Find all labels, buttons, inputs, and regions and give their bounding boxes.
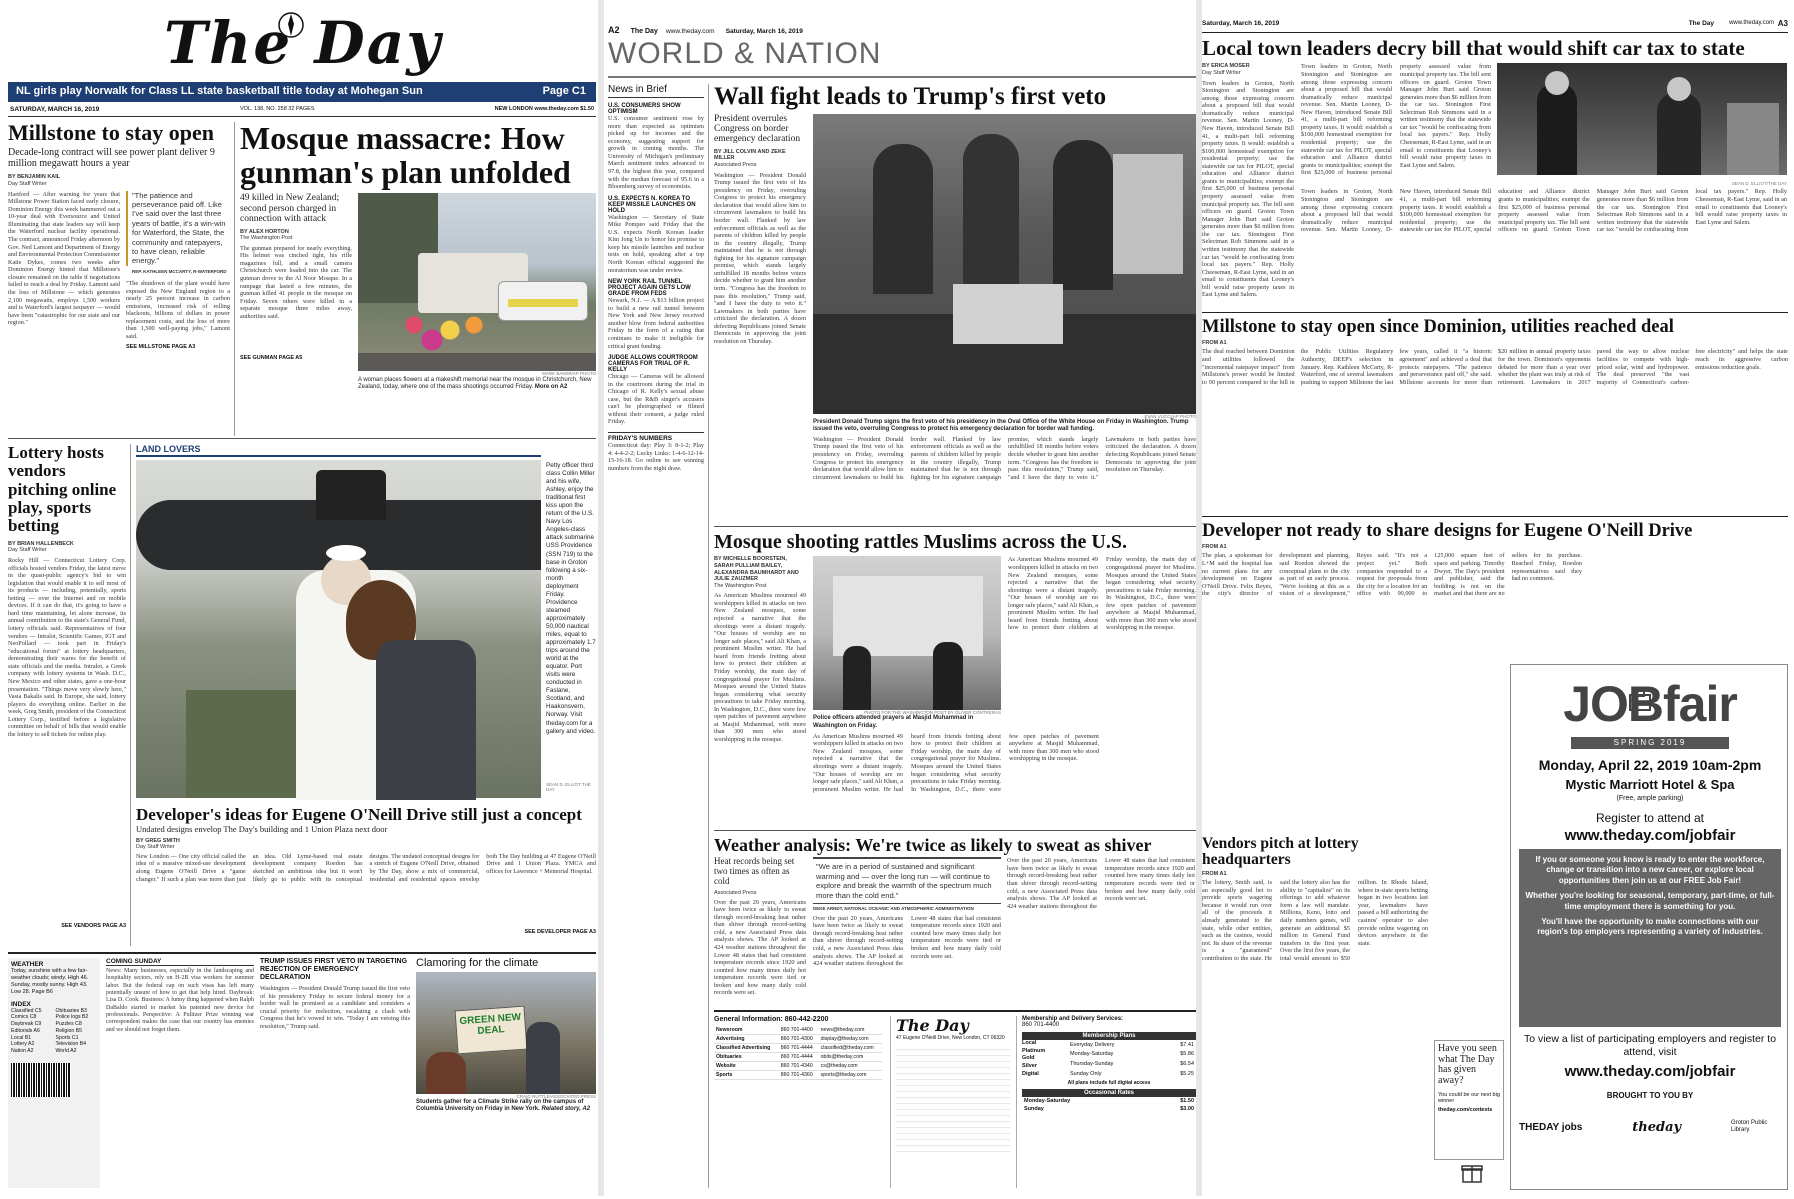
news-in-brief-label: News in Brief <box>608 84 704 98</box>
wall-byline-role: Associated Press <box>714 162 757 168</box>
weather-label: WEATHER <box>11 961 44 968</box>
friday-numbers-text: Connecticut day: Play 3: 8-1-2; Play 4: 4-4-2-2; Lucky Links: 1-4-6-12-14-15-16-18. Go online to see winning numbers from the night draw. <box>608 442 704 472</box>
jobfair-pitch-box <box>1519 849 1781 1027</box>
jobfair-briefcase-icon <box>1627 687 1653 713</box>
jobfair-date: Monday, April 22, 2019 10am-2pm <box>1538 757 1762 773</box>
mosque-shooting-body-continued: As American Muslims mourned 49 worshippers killed in attacks on two New Zealand mosques, some rejected a narrative that the shootings were a distant tragedy. "Our houses of worship are no longer safe places," said Ali Khan, a prominent Muslim writer. He had heard from friends fretting about how to protect their children at Friday worship, the main day of congregational prayer for Muslims. Mosques around the United States began considering what security precautions to take Friday morning. In Washington, D.C., there were few open patches of pavement anywhere at Masjid Muhammad, with more than 300 men who stood worshipping in the mosque. <box>813 732 1099 793</box>
trump-veto-brief[interactable] <box>260 958 410 1188</box>
brief-body: Newark, N.J. — A $13 billion project to build a new rail tunnel between New York and New Jersey received another blow from federal authorities Friday in the form of a rating that continues to make it ineligible for critical grant funding. <box>608 297 704 350</box>
front-page <box>8 0 596 1196</box>
land-lovers-feature[interactable] <box>136 444 596 802</box>
column-rule <box>708 84 709 1188</box>
millstone-jump-story[interactable] <box>1202 318 1788 514</box>
page2-folio-url: www.theday.com <box>665 28 715 35</box>
millstone-jump-from: FROM A1 <box>1202 339 1227 346</box>
jobfair-parking: (Free, ample parking) <box>1616 795 1684 802</box>
contests-promo[interactable] <box>1434 1040 1504 1160</box>
masjid-police-photo[interactable] <box>813 556 1001 710</box>
membership-phone: 860 701-4400 <box>1022 1022 1060 1028</box>
page3-folio-paper: The Day <box>1688 20 1714 27</box>
contact-cell: Sports <box>714 1071 779 1080</box>
page3-folio-number: A3 <box>1777 19 1788 28</box>
jobfair-register-url[interactable]: www.theday.com/jobfair <box>1564 827 1736 844</box>
membership-plans-header <box>1022 1032 1196 1040</box>
mosque-shooting-byline-role: The Washington Post <box>714 582 767 589</box>
index-item: Local B1 <box>11 1034 32 1041</box>
wall-byline: BY JILL COLVIN AND ZEKE MILLER <box>714 148 786 162</box>
brief-headline: U.S. CONSUMERS SHOW OPTIMISM <box>608 103 681 115</box>
rate-row <box>1068 1069 1196 1079</box>
section-rule <box>714 1010 1196 1012</box>
contact-row <box>714 1026 882 1035</box>
rate-cell: Everyday Delivery <box>1070 1041 1115 1048</box>
page3-folio-date: Saturday, March 16, 2019 <box>1202 20 1280 27</box>
mosque-memorial-photo[interactable] <box>358 193 596 371</box>
index-item: Nation A2 <box>11 1048 34 1054</box>
trump-veto-body: Washington — President Donald Trump issued the first veto of his presidency Friday to secure federal money for a border wall he promised as a candidate and considers a crucial priority for reelection, escalating a clash with Congress that he's vowed to win. "Today I am vetoing this resolution," Trump said. <box>260 985 410 1030</box>
info-box <box>714 1016 1196 1188</box>
millstone-jump[interactable]: SEE MILLSTONE PAGE A3 <box>126 343 196 350</box>
jobfair-venue: Mystic Marriott Hotel & Spa <box>1565 777 1735 792</box>
index-item: Classified C5 <box>11 1007 42 1014</box>
mosque-shooting-body: As American Muslims mourned 49 worshippers killed in attacks on two New Zealand mosques, some rejected a narrative that the shootings were a distant tragedy. "Our houses of worship are no longer safe places," said Ali Khan, a prominent Muslim writer. He had heard from friends fretting about how to protect their children at Friday worship, the main day of congregational prayer for Muslims. Mosques around the United States began considering what security precautions to take Friday morning. In Washington, D.C., there were few open patches of pavement anywhere at Masjid Muhammad, with more than 300 men who stood worshipping in the mosque. <box>714 592 806 744</box>
info-paper-name: The Day <box>896 1016 969 1035</box>
brief-item[interactable] <box>608 279 704 350</box>
mosque-byline-role: The Washington Post <box>240 235 293 242</box>
plan-level: Silver <box>1022 1063 1037 1070</box>
teaser-text: NL girls play Norwalk for Class LL state basketball title today at Mohegan Sun <box>16 85 423 97</box>
occasional-row <box>1022 1105 1196 1113</box>
index-item: Puzzles C8 <box>55 1021 82 1027</box>
section-title-rule <box>608 76 1196 78</box>
weather-analysis-body-right: Over the past 20 years, Americans have been twice as likely to sweat through record-breaking heat rather than shiver through record-setting cold, a new Associated Press data analysis shows. The AP looked at 424 weather stations throughout the Lower 48 states that had consistent temperature records since 1920 and counted how many times daily hot temperature records were tied or broken and how many daily cold records were set. <box>1007 857 1195 910</box>
brief-headline: NEW YORK RAIL TUNNEL PROJECT AGAIN GETS LOW GRADE FROM FEDS <box>608 279 691 298</box>
index-item: World A2 <box>55 1048 77 1054</box>
section-title: WORLD & NATION <box>608 37 882 70</box>
rate-cell: Thursday-Sunday <box>1070 1061 1114 1068</box>
mosque-shooting-byline: BY MICHELLE BOORSTEIN, SARAH PULLIAM BAILEY, ALEXANDRA BAUMHARDT AND JULIE ZAUZMER <box>714 556 799 583</box>
oval-office-photo[interactable] <box>813 114 1196 414</box>
oneill-deck: Undated designs envelop The Day's building and 1 Union Plaza next door <box>136 824 388 835</box>
occasional-table <box>1022 1097 1196 1113</box>
mosque-shooting-headline: Mosque shooting rattles Muslims across the U.S. <box>714 531 1127 553</box>
rate-row <box>1068 1050 1196 1060</box>
land-lovers-caption: Petty officer third class Collin Miller and his wife, Ashley, enjoy the traditional first kiss upon the return of the U.S. Navy Los Angeles-class attack submarine USS Providence (SSN 719) to the base in Groton following a six-month deployment Friday. Providence steamed approximately 50,000 nautical miles, equal to approximately 1.7 trips around the world at the equator. Port visits were conducted in Faslane, Scotland, and Haakonsvern, Norway. Visit theday.com for a gallery and video. <box>546 462 596 735</box>
car-tax-story[interactable] <box>1202 38 1788 310</box>
coming-sunday-text: News: Many businesses, especially in the landscaping and hospitality sectors, rely on H-2B visa workers for summer labor. But the federal cap on such visas has left many potentially unsure of how to get that help hired. Daybreak: Lisa D. Cook. Business: A funny thing happened when Ralph DaBaldo started to market his patented new device for professionals. Perspective: A Pulitzer Prize winning war correspondent makes the case that our country has enemies and we should not forget them. <box>106 968 254 1033</box>
oneill-headline: Developer's ideas for Eugene O'Neill Drive still just a concept <box>136 805 582 824</box>
mosque-caption-text: A woman places flowers at a makeshift memorial near the mosque in Christchurch, New Zealand, today, where one of the mass shootings occurred Friday. <box>358 377 592 391</box>
section-rule <box>714 526 1196 527</box>
land-lovers-credit: SEAN D. ELLIOT THE DAY <box>546 782 591 792</box>
climate-headline: Clamoring for the climate <box>416 957 539 969</box>
brief-headline: JUDGE ALLOWS COURTROOM CAMERAS FOR TRIAL OF R. KELLY <box>608 355 698 374</box>
contact-cell[interactable]: cs@theday.com <box>819 1062 882 1071</box>
climate-rally-photo[interactable] <box>416 972 596 1094</box>
millstone-headline: Millstone to stay open <box>8 120 214 145</box>
wall-photo-caption: President Donald Trump signs the first veto of his presidency in the Oval Office of the White House on Friday in Washington. Trump issued the veto, overruling Congress to protect his emergency declaration for border wall funding. <box>813 418 1189 432</box>
contact-cell[interactable]: sports@theday.com <box>819 1071 882 1080</box>
car-tax-body-middle: Town leaders in Groton, North Stonington and Stonington are among those expressing concern about a proposed bill that would dramatically reduce municipal revenue. Sen. Martin Looney, D-New Haven, introduced Senate Bill 41, a multi-part bill reforming property taxes. It would: establish a $100,000 homestead exemption for residential property; use the statewide car tax for PILOT, special education and Alliance district grants to municipalities; exempt the first $25,000 of business personal property assessed value from municipal property tax. The bill sent officers on guard. Groton Town Manager John Burt said Groton generates more than $6 million from the car tax. Stonington First Selectman Rob Simmons said in a written testimony that the statewide car tax "would be confiscating from local tax payers." Rep. Holly Cheeseman, R-East Lyme, said in an email to constituents that Looney's bill would raise property taxes in East Lyme and Salem. <box>1301 63 1491 177</box>
car-tax-photo-credit: SEAN D. ELLIOT/THE DAY <box>1731 181 1787 187</box>
weather-analysis-headline: Weather analysis: We're twice as likely to sweat as shiver <box>714 835 1152 855</box>
occasional-cell: Sunday <box>1024 1106 1044 1113</box>
index-item: Obituaries B3 <box>55 1007 87 1014</box>
mosque-shooting-story[interactable] <box>714 532 1196 828</box>
info-paper-address: 47 Eugene O'Neill Drive, New London, CT 06320 <box>896 1035 1005 1041</box>
weather-analysis-quote-attribution: DEKE ARNDT, NATIONAL OCEANIC AND ATMOSPHERIC ADMINISTRATION <box>813 906 974 912</box>
brief-list <box>608 103 704 426</box>
page3-folio-url: www.theday.com <box>1729 20 1774 26</box>
contact-row <box>714 1071 882 1080</box>
brief-headline: U.S. EXPECTS N. KOREA TO KEEP MISSILE LAUNCHES ON HOLD <box>608 195 696 214</box>
index-label: INDEX <box>11 1000 31 1008</box>
rate-cell: $6.54 <box>1180 1061 1194 1068</box>
mosque-headline: Mosque massacre: How gunman's plan unfolded <box>240 120 571 190</box>
jobfair-sponsors <box>1519 1107 1781 1147</box>
index-list <box>11 1008 97 1055</box>
wall-body-continued: Washington — President Donald Trump issued the first veto of his presidency on Friday, overruling Congress to protect his emergency declaration that would allow him to circumvent lawmakers to build his border wall. Flanked by law enforcement officials as well as the parents of children killed by people in the country illegally, Trump maintained that he is not through fighting for his signature campaign promise, which stands largely unfulfilled 18 months before voters decide whether to grant him another term. "Congress has the freedom to pass this resolution," Trump said, "and I have the duty to veto it." Lawmakers in both parties have criticized the declaration. A dozen defecting Republicans joined Senate Democrats in approving the joint resolution on Thursday. <box>813 435 1196 481</box>
millstone-story[interactable] <box>8 122 230 452</box>
climate-caption-text: Students gather for a Climate Strike rally on the campus of Columbia University on Friday in New York. <box>416 1099 584 1113</box>
sponsor-library: Groton Public Library <box>1731 1120 1768 1133</box>
contact-cell: 860 701-4360 <box>779 1071 819 1080</box>
jobfair-season: SPRING 2019 <box>1571 737 1729 749</box>
lottery-byline: BY BRIAN HALLENBECK <box>8 540 74 547</box>
oneill-byline-role: Day Staff Writer <box>136 844 175 851</box>
wall-story[interactable] <box>714 84 1196 524</box>
weather-analysis-quote: "We are in a period of sustained and significant warming and — over the long run — will continue to explore and break the warmth of the spectrum much more than the cold end." <box>813 857 1001 904</box>
brief-item[interactable] <box>608 103 704 191</box>
millstone-deck: Decade-long contract will see power plant deliver 9 million megawatt hours a year <box>8 147 215 170</box>
climate-feature[interactable] <box>416 958 596 1188</box>
promo-url[interactable]: theday.com/contests <box>1438 1107 1493 1113</box>
contact-cell: 860 701-4444 <box>779 1053 819 1062</box>
sponsor-theday-jobs: THEDAY jobs <box>1519 1121 1583 1133</box>
climate-photo-credit: CRAIG RUTTLE/ASSOCIATED PRESS <box>516 1094 596 1100</box>
contact-cell: 860 701-4340 <box>779 1062 819 1071</box>
climate-sign-text: GREEN NEW DEAL <box>459 1012 522 1037</box>
contact-cell: 860 701-4300 <box>779 1035 819 1044</box>
weather-analysis-deck: Heat records being set two times as often as cold <box>714 856 795 887</box>
trump-veto-headline: TRUMP ISSUES FIRST VETO IN TARGETING REJECTION OF EMERGENCY DECLARATION <box>260 958 408 982</box>
local-page <box>1202 0 1788 1196</box>
weather-analysis-byline-role: Associated Press <box>714 890 757 897</box>
info-staff-text <box>896 1044 1010 1154</box>
mosque-photo-credit: MARK BAKER/AP PHOTO <box>542 371 596 377</box>
mosque-shooting-caption: Police officers attended prayers at Masjid Muhammad in Washington on Friday. <box>813 715 974 729</box>
page2-folio-number: A2 <box>608 25 620 35</box>
vendors-jump-story[interactable] <box>1202 836 1428 1190</box>
contact-cell: 860 701-4400 <box>779 1026 819 1035</box>
membership-title: Membership and Delivery Services: <box>1022 1016 1124 1022</box>
developer-jump-story[interactable] <box>1202 522 1788 660</box>
coming-sunday-label: COMING SUNDAY <box>106 958 254 966</box>
barcode <box>11 1063 71 1097</box>
millstone-quote-attribution: REP. KATHLEEN MCCARTY, R-WATERFORD <box>132 268 227 274</box>
lottery-headline: Lottery hosts vendors pitching online play, sports betting <box>8 443 117 536</box>
occasional-header <box>1022 1089 1196 1097</box>
wall-headline: Wall fight leads to Trump's first veto <box>714 83 1107 110</box>
oneill-byline: BY GREG SMITH <box>136 837 180 844</box>
weather-analysis-body: Over the past 20 years, Americans have been twice as likely to sweat through record-breaking heat rather than shiver through record-setting cold, a new Associated Press data analysis shows. The AP looked at 424 weather stations throughout the Lower 48 states that had consistent temperature records since 1920 and counted how many times daily hot temperature records were tied or broken and how many daily cold records were set. <box>714 898 806 997</box>
jobfair-logo-text: JOBfair <box>1563 676 1737 732</box>
column-rule <box>130 444 131 946</box>
general-info-title: General Information: 860-442-2200 <box>714 1016 829 1023</box>
membership-plans-title: Membership Plans <box>1082 1033 1136 1039</box>
contact-cell[interactable]: news@theday.com <box>819 1026 882 1035</box>
vendors-jump-from: FROM A1 <box>1202 870 1227 877</box>
masthead <box>8 8 596 78</box>
brief-item[interactable] <box>608 355 704 426</box>
plan-level: Local <box>1022 1040 1037 1046</box>
lottery-jump[interactable]: SEE VENDORS PAGE A3 <box>61 922 126 929</box>
promo-sub: You could be our next big winner <box>1438 1092 1500 1104</box>
lottery-body: Rocky Hill — Connecticut Lottery Corp. officials hosted vendors Friday, the latest move in the quasi-public agency's bid to win legislation that would enable it to sell most of its products — including, potentially, sports betting — over the Internet and on mobile devices. If it can do that, it's going to have a hard time maintaining, let alone increase, its annual contribution to the state's General Fund, lottery officials said. Representatives of four vendors — Intralot, Scientific Games, IGT and NeoPollard — took part in Friday's "educational forum" at lottery headquarters, demonstrating their wares for the benefit of state officials and the media. Intralot, a Greek company with lottery systems in Wash. D.C., New Mexico and other states, gave a one-hour presentation. "Things move very slowly here," Vasia Bakalis said. In Europe, she said, lottery players do everything online. Earlier in the week, Greg Smith, president of the Connecticut Lottery Corp., testified before a legislative committee on behalf of bills that would enable the lottery to sell tickets for online play. <box>8 556 126 738</box>
rate-table <box>1068 1040 1196 1078</box>
contact-row <box>714 1062 882 1071</box>
developer-jump-body: The plan, a spokesman for L+M said the hospital has no current plans for any development on Eugene O'Neill Drive. Felix Reyes, the city's director of development and planning, said Roedon showed the conceptual plans to the city as part of an early process. "We're looking at this as a vision of a development," Reyes said. "It's not a project yet." Both companies responded to a request for proposals from the city for a location for an office with 90,000 to 125,000 square feet of space and parking. Timothy Dwyer, The Day's president and publisher, said the building is not on the market and that there are no sellers for its purchase. Reached Friday, Roedon representatives said they had no comment. <box>1202 552 1582 598</box>
brief-body: U.S. consumer sentiment rose by more than expected as optimism picked up for incomes and the economy, suggesting support for growth in coming months. The University of Michigan's preliminary March sentiment index advanced to 97.8, the highest this year, compared with the median forecast of 95.6 in a Bloomberg survey of economists. <box>608 115 704 191</box>
bottom-rule <box>8 952 596 954</box>
coming-sunday[interactable] <box>106 958 254 1188</box>
rate-cell: $5.25 <box>1180 1070 1194 1077</box>
developer-jump-headline: Developer not ready to share designs for Eugene O'Neill Drive <box>1202 521 1693 541</box>
legislature-photo[interactable] <box>1497 63 1787 175</box>
mosque-photo-caption <box>358 377 596 391</box>
wall-photo-credit: EVAN VUCCI/AP PHOTO <box>1144 413 1196 419</box>
millstone-body: Hartford — After warning for years that Millstone Power Station faced early closure, Dominion Energy this week hammered out a 10-year deal with Eversource and United Illuminating that state leaders say will keep the Waterford nuclear facility operational. The contract, announced Friday afternoon by Gov. Ned Lamont and Department of Energy and Environmental Protection Commissioner Katie Dykes, comes two weeks after Dominion Energy hinted that Millstone's closure remained on the table if negotiations failed to reach a deal by Friday. Lamont said the loss of Millstone — which generates 2,100 megawatts, employs 1,500 workers and is Waterford's largest taxpayer — would have been "catastrophic for our state and our region." <box>8 190 120 327</box>
brief-item[interactable] <box>608 196 704 275</box>
contact-cell[interactable]: obits@theday.com <box>819 1053 882 1062</box>
volume-info: VOL. 138, NO. 258 32 PAGES <box>240 106 315 112</box>
contact-cell: Obituaries <box>714 1053 779 1062</box>
rate-cell: $7.41 <box>1180 1041 1194 1048</box>
vendors-jump-body: The lottery, Smith said, is an especially good bet to provide sports wagering because it would run over all of the proceeds it already generated to the state, while other entities, such as the casinos, would not. Its share of the revenue is a "guaranteed" contribution to the state. He said the lottery also has the ability to "capitalize" on its offerings to add whatever form a law will mandate. Millions, Keno, lotto and daily numbers games, will generate an additional $5 million in General Fund transfers in the first year. Over the first five years, the total would amount to $50 million. In Rhode Island, where in-state sports betting began in two locations last year, lawmakers have passed a bill authorizing the casinos' operator to also provide online wagering on devices anywhere in the state. <box>1202 879 1428 962</box>
index-item: Religion B5 <box>55 1027 83 1034</box>
mosque-shooting-body-right: As American Muslims mourned 49 worshippers killed in attacks on two New Zealand mosques, some rejected a narrative that the shootings were a distant tragedy. "Our houses of worship are no longer safe places," said Ali Khan, a prominent Muslim writer. He had heard from friends fretting about how to protect their children at Friday worship, the main day of congregational prayer for Muslims. Mosques around the United States began considering what security precautions to take Friday morning. In Washington, D.C., there were few open patches of pavement anywhere at Masjid Muhammad, with more than 300 men who stood worshipping in the mosque. <box>1008 556 1196 632</box>
contact-cell: Classified Advertising <box>714 1044 779 1053</box>
dateline: SATURDAY, MARCH 16, 2019 <box>10 106 100 113</box>
index-item: Editorials A6 <box>11 1027 40 1034</box>
mosque-story[interactable] <box>240 122 596 436</box>
mosque-deck: 49 killed in New Zealand; second person charged in connection with attack <box>240 193 340 225</box>
jobfair-ad[interactable] <box>1510 664 1788 1190</box>
plan-level: Platinum <box>1022 1047 1046 1054</box>
land-lovers-label: LAND LOVERS <box>136 444 541 457</box>
brief-body: Chicago — Cameras will be allowed in the courtroom during the trial in Chicago of R. Kelly's sexual abuse case, but the R&B singer's accusers can't be photographed or filmed without their consent, a judge ruled Friday. <box>608 373 704 426</box>
dateline-bar <box>8 105 596 117</box>
index-item: Comics C8 <box>11 1014 37 1021</box>
oneill-jump[interactable]: SEE DEVELOPER PAGE A3 <box>524 928 596 935</box>
occasional-cell: $1.50 <box>1180 1098 1194 1105</box>
page3-folio <box>1202 20 1788 32</box>
index-item: Police logs B2 <box>55 1014 89 1021</box>
gift-box-icon <box>1460 1160 1484 1184</box>
index-item: Sports C1 <box>55 1034 79 1041</box>
page2-folio-date: Saturday, March 16, 2019 <box>725 28 803 35</box>
column-rule <box>234 122 235 436</box>
occasional-cell: $3.00 <box>1180 1106 1194 1113</box>
section-rule <box>1202 516 1788 517</box>
climate-caption-jump[interactable]: Related story, A2 <box>541 1106 591 1113</box>
millstone-byline-role: Day Staff Writer <box>8 181 47 188</box>
jobfair-pitch-2: Whether you're looking for seasonal, temporary, part-time, or full-time employment there is something for you. <box>1525 891 1775 911</box>
vendors-jump-headline: Vendors pitch at lottery headquarters <box>1202 835 1359 868</box>
car-tax-byline: BY ERICA MOSER <box>1202 63 1250 70</box>
millstone-pullquote: "The patience and perseverance paid off. Like I've said over the last three years of battle, it's a win-win for Waterford, the State, the community and ratepayers, to have clean, reliable energy." <box>126 191 230 266</box>
mosque-jump[interactable]: SEE GUNMAN PAGE A5 <box>240 354 303 361</box>
millstone-jump-body: The deal reached between Dominion and utilities followed the "incremental ratepayer impact" from Millstone's power would be limited to 90 percent compared to the bill in the Public Utilities Regulatory Authority, DEEP's selection in January. Rep. Kathleen McCarty, R-Waterford, one of several lawmakers pushing to support Millstone the last few years, called it "a historic agreement" and achieved a deal that protects ratepayers. "The patience and perseverance paid off," she said. Millstone accounts for more than $20 million in annual property taxes for the town. Dominion's opponents debated for more than a year over whether the plant was truly at risk of retirement. Lawmakers in 2017 paved the way to allow nuclear facilities to compete with high-priced solar, wind and hydropower. The deal preserved "the vast majority of Connecticut's carbon-free electricity" and helps the state reach its aggressive carbon emissions reduction goals. <box>1202 348 1788 386</box>
occasional-cell: Monday-Saturday <box>1024 1098 1071 1105</box>
weather-index-box <box>8 958 100 1188</box>
lottery-byline-role: Day Staff Writer <box>8 547 47 554</box>
teaser-page: Page C1 <box>542 85 586 97</box>
plan-note: All plans include full digital access <box>1067 1080 1151 1087</box>
car-tax-byline-role: Day Staff Writer <box>1202 70 1241 76</box>
millstone-jump-headline: Millstone to stay open since Dominion, utilities reached deal <box>1202 317 1674 337</box>
occasional-title: Occasional Rates <box>1083 1090 1135 1097</box>
oneill-story[interactable] <box>136 806 596 948</box>
jobfair-view-url[interactable]: www.theday.com/jobfair <box>1564 1063 1736 1080</box>
world-nation-page <box>608 0 1196 1196</box>
mosque-byline: BY ALEX HORTON <box>240 228 289 235</box>
plan-level: Gold <box>1022 1055 1035 1062</box>
page-gap-left <box>598 0 604 1196</box>
jobfair-pitch: If you or someone you know is ready to enter the workforce, change or transition into a new career, or explore local opportunities then join us at our FREE Job Fair! <box>1535 855 1765 885</box>
news-in-brief <box>608 84 704 1188</box>
rate-cell: Sunday Only <box>1070 1070 1102 1077</box>
folio-rule <box>1202 32 1788 33</box>
jobfair-view-text: To view a list of participating employers and register to attend, visit <box>1523 1033 1777 1058</box>
contact-row <box>714 1035 882 1044</box>
teaser-bar[interactable] <box>8 82 596 102</box>
masthead-title: The Day <box>163 9 442 77</box>
mosque-caption-jump[interactable]: More on A2 <box>534 384 568 391</box>
jobfair-register-text: Register to attend at <box>1595 811 1705 825</box>
mosque-body: The gunman prepared for nearly everything. His helmet was cinched tight, his rifle magazines full, and a small camera Christchurch were loaded into the car. The gunman drove to the Al Noor Mosque. In a rampage that lasted a few minutes, the gunman killed 41 people in the mosque on Friday. Seven others were killed in a separate mosque three miles away, authorities said. <box>240 244 352 320</box>
friday-numbers-label: FRIDAY'S NUMBERS <box>608 432 704 442</box>
wall-deck: President overrules Congress on border emergency declaration <box>714 113 801 145</box>
oneill-body: New London — One city official called the idea of a massive mixed-use development along Eugene O'Neill Drive a "game changer." If such a plan was more than just an idea. Old Lyme-based real estate development company Roedon has sketched an ambitious idea but it won't likely go to public with its conceptual designs. The undated conceptual designs for a stretch of Eugene O'Neill Drive, obtained by The Day, show a mix of commercial, residential and residential spaces envelop both The Day building at 47 Eugene O'Neill Drive and 1 Union Plaza. YMCA and offices for Lawrence + Memorial Hospital. <box>136 852 596 883</box>
contact-cell: 860 701-4444 <box>779 1044 819 1053</box>
climate-caption <box>416 1099 596 1113</box>
weather-analysis-story[interactable] <box>714 836 1196 1008</box>
contact-cell: Newsroom <box>714 1026 779 1035</box>
developer-jump-from: FROM A1 <box>1202 543 1227 550</box>
contact-table <box>714 1026 882 1080</box>
rate-cell: $5.86 <box>1180 1051 1194 1058</box>
index-item: Television B4 <box>55 1041 87 1048</box>
contact-cell: Website <box>714 1062 779 1071</box>
submarine-kiss-photo[interactable] <box>136 460 541 798</box>
contact-row <box>714 1044 882 1053</box>
brief-body: Washington — Secretary of State Mike Pompeo said Friday that the U.S. expects North Korean leader Kim Jong Un to honor his promise to keep his missile launches and nuclear tests on hold, speaking after a top North Korean official suggested the moratorium was under review. <box>608 213 704 274</box>
rate-row <box>1068 1040 1196 1050</box>
car-tax-headline: Local town leaders decry bill that would shift car tax to state <box>1202 36 1745 60</box>
section-rule <box>8 438 596 439</box>
millstone-byline: BY BENJAMIN KAIL <box>8 174 61 181</box>
contact-cell: Advertising <box>714 1035 779 1044</box>
millstone-body-continued: "The shutdown of the plant would have exposed the New England region to a nearly 25 percent increase in carbon emissions, increased risk of rolling blackouts, billions of dollars in power replacement costs, and the loss of more than 1,500 well-paying jobs," Lamont said. <box>126 280 230 340</box>
index-item: Daybreak C9 <box>11 1021 42 1027</box>
contact-row <box>714 1053 882 1062</box>
occasional-row <box>1022 1097 1196 1105</box>
promo-title: Have you seen what The Day has given away? <box>1438 1043 1497 1086</box>
wall-body: Washington — President Donald Trump issued the first veto of his presidency on Friday, overruling Congress to protect his emergency declaration that would allow him to circumvent lawmakers to build his border wall. Flanked by law enforcement officials as well as the parents of children killed by people in the country illegally, Trump maintained that he is not through fighting for his signature campaign promise, which stands largely unfulfilled 18 months before voters decide whether to grant him another term. "Congress has the freedom to pass this resolution," Trump said, "and I have the duty to veto it." Lawmakers in both parties have criticized the declaration. A dozen defecting Republicans joined Senate Democrats in approving the joint resolution on Thursday. <box>714 171 806 345</box>
section-rule <box>714 830 1196 831</box>
car-tax-body: Town leaders in Groton, North Stonington and Stonington are among those expressing concern about a proposed bill that would dramatically reduce municipal revenue. Sen. Martin Looney, D-New Haven, introduced Senate Bill 41, a multi-part bill reforming property taxes. It would: establish a $100,000 homestead exemption for residential property; use the statewide car tax for PILOT, special education and Alliance district grants to municipalities; exempt the first $25,000 of business personal property assessed value from municipal property tax. The bill sent officers on guard. Groton Town Manager John Burt said Groton generates more than $6 million from the car tax. Stonington First Selectman Rob Simmons said in a written testimony that the statewide car tax "would be confiscating from local tax payers." Rep. Holly Cheeseman, R-East Lyme, said in an email to constituents that Looney's bill would raise property taxes in East Lyme and Salem. <box>1202 79 1294 299</box>
weather-analysis-body-middle: Over the past 20 years, Americans have been twice as likely to sweat through record-breaking heat rather than shiver through record-setting cold, a new Associated Press data analysis shows. The AP looked at 424 weather stations throughout the Lower 48 states that had consistent temperature records since 1920 and counted how many times daily hot temperature records were tied or broken and how many daily cold records were set. <box>813 914 1001 968</box>
car-tax-body-bottom: Town leaders in Groton, North Stonington and Stonington are among those expressing concern about a proposed bill that would dramatically reduce municipal revenue. Sen. Martin Looney, D-New Haven, introduced Senate Bill 41, a multi-part bill reforming property taxes. It would: establish a $100,000 homestead exemption for residential property; use the statewide car tax for PILOT, special education and Alliance district grants to municipalities; exempt the first $25,000 of business personal property assessed value from municipal property tax. The bill sent officers on guard. Groton Town Manager John Burt said Groton generates more than $6 million from the car tax. Stonington First Selectman Rob Simmons said in a written testimony that the statewide car tax "would be confiscating from local tax payers." Rep. Holly Cheeseman, R-East Lyme, said in an email to constituents that Looney's bill would raise property taxes in East Lyme and Salem. <box>1301 188 1787 234</box>
sponsor-theday: theday <box>1632 1119 1682 1135</box>
jobfair-pitch-3: You'll have the opportunity to make connections with our region's top employers representing a variety of industries. <box>1537 916 1763 937</box>
rate-row <box>1068 1059 1196 1069</box>
rate-cell: Monday-Saturday <box>1070 1051 1114 1058</box>
jobfair-brought-by: BROUGHT TO YOU BY <box>1606 1091 1694 1100</box>
weather-text: Today, sunshine with a few fair-weather clouds; windy. High 46. Sunday, mostly sunny. High 43. Low 28. Page B6 <box>11 968 89 995</box>
index-item: Lottery A2 <box>11 1041 35 1048</box>
contact-cell[interactable]: classified@theday.com <box>819 1044 882 1053</box>
plan-level: Digital <box>1022 1070 1039 1077</box>
mosque-shooting-photo-credit: PHOTO FOR THE WASHINGTON POST BY OLIVER CONTRERAS <box>864 710 1001 716</box>
page2-folio-paper: The Day <box>630 28 658 35</box>
plan-levels <box>1022 1040 1068 1078</box>
section-rule <box>1202 312 1788 313</box>
page2-folio <box>608 18 1196 35</box>
lottery-story[interactable] <box>8 444 126 948</box>
edition-info: NEW LONDON www.theday.com $1.50 <box>494 106 594 112</box>
contact-cell[interactable]: display@theday.com <box>819 1035 882 1044</box>
